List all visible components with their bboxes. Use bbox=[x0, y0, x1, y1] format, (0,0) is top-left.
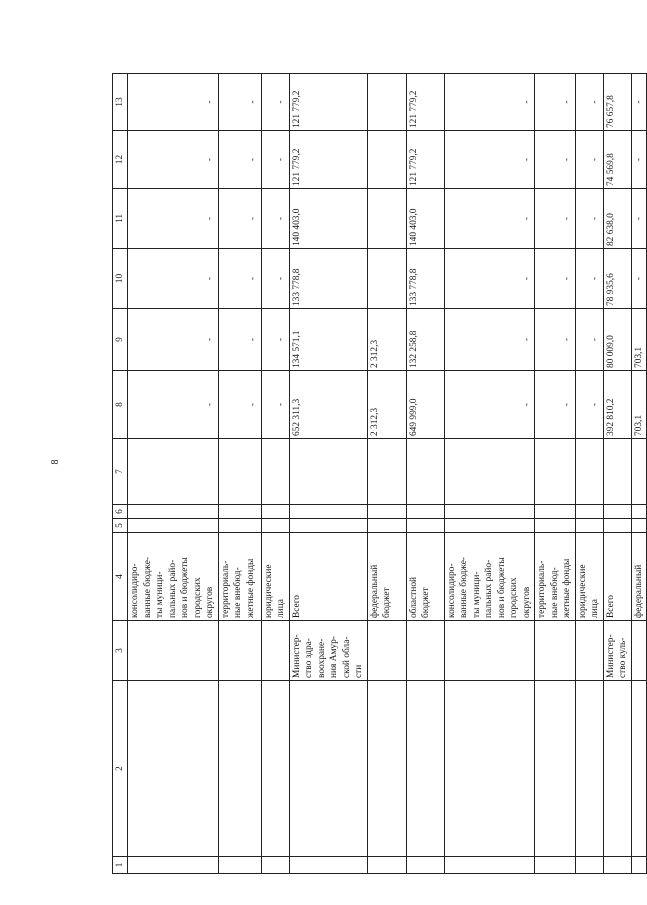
funding-source-cell: федеральный бюджет bbox=[367, 533, 406, 621]
table-cell bbox=[603, 857, 631, 874]
table-cell bbox=[575, 519, 603, 533]
amount-cell: - bbox=[128, 309, 219, 371]
table-cell bbox=[367, 439, 406, 505]
agency-cell: Министер- ство здра- воохране- ния Амур- ской обла- сти bbox=[289, 621, 367, 681]
amount-cell: - bbox=[444, 371, 535, 439]
table-row bbox=[444, 74, 535, 874]
column-number: 11 bbox=[113, 189, 128, 249]
amount-cell: 649 999,0 bbox=[406, 371, 444, 439]
header-row bbox=[113, 74, 128, 874]
table-cell bbox=[289, 519, 367, 533]
amount-cell: - bbox=[261, 249, 289, 309]
agency-cell bbox=[575, 621, 603, 681]
table-cell bbox=[603, 519, 631, 533]
amount-cell: 121 779,2 bbox=[289, 131, 367, 189]
table-cell bbox=[535, 505, 576, 519]
amount-cell: - bbox=[261, 74, 289, 131]
table-cell bbox=[261, 505, 289, 519]
column-number: 3 bbox=[113, 621, 128, 681]
amount-cell: 82 638,0 bbox=[603, 189, 631, 249]
agency-cell bbox=[218, 621, 261, 681]
table-cell bbox=[406, 519, 444, 533]
table-cell bbox=[406, 857, 444, 874]
table-cell bbox=[218, 681, 261, 857]
agency-cell bbox=[406, 621, 444, 681]
table-cell bbox=[367, 681, 406, 857]
table-cell bbox=[289, 505, 367, 519]
funding-source-cell: Всего bbox=[603, 533, 631, 621]
agency-cell bbox=[367, 621, 406, 681]
table-row bbox=[406, 74, 444, 874]
table-cell bbox=[444, 439, 535, 505]
amount-cell bbox=[367, 131, 406, 189]
table-cell bbox=[535, 439, 576, 505]
amount-cell: - bbox=[631, 131, 647, 189]
column-number: 8 bbox=[113, 371, 128, 439]
amount-cell: 121 779,2 bbox=[406, 74, 444, 131]
amount-cell: - bbox=[128, 74, 219, 131]
funding-source-cell: консолидиро- ванные бюдже- ты муници- пальных райо- нов и бюджеты городских округов bbox=[128, 533, 219, 621]
amount-cell: - bbox=[444, 74, 535, 131]
amount-cell: - bbox=[575, 309, 603, 371]
table-cell bbox=[603, 439, 631, 505]
amount-cell: - bbox=[575, 131, 603, 189]
table-cell bbox=[631, 857, 647, 874]
table-cell bbox=[406, 439, 444, 505]
table-cell bbox=[444, 857, 535, 874]
column-number: 5 bbox=[113, 519, 128, 533]
table-cell bbox=[289, 681, 367, 857]
amount-cell: 133 778,8 bbox=[289, 249, 367, 309]
amount-cell: - bbox=[261, 371, 289, 439]
table-row bbox=[575, 74, 603, 874]
table-row bbox=[631, 74, 647, 874]
table-cell bbox=[367, 505, 406, 519]
amount-cell: 76 657,8 bbox=[603, 74, 631, 131]
funding-source-cell: территориаль- ные внебюд- жетные фонды bbox=[535, 533, 576, 621]
amount-cell: 140 403,0 bbox=[406, 189, 444, 249]
amount-cell bbox=[367, 74, 406, 131]
amount-cell bbox=[367, 249, 406, 309]
table-cell bbox=[128, 505, 219, 519]
amount-cell: - bbox=[218, 371, 261, 439]
table-cell bbox=[128, 439, 219, 505]
amount-cell: - bbox=[261, 189, 289, 249]
table-row bbox=[367, 74, 406, 874]
amount-cell: - bbox=[218, 189, 261, 249]
table-cell bbox=[631, 505, 647, 519]
amount-cell: - bbox=[218, 131, 261, 189]
funding-source-cell: Всего bbox=[289, 533, 367, 621]
budget-table bbox=[112, 73, 647, 874]
table-row bbox=[289, 74, 367, 874]
amount-cell: 134 571,1 bbox=[289, 309, 367, 371]
funding-source-cell: консолидиро- ванные бюдже- ты муници- пальных райо- нов и бюджеты городских округов bbox=[444, 533, 535, 621]
table-cell bbox=[631, 439, 647, 505]
column-number: 2 bbox=[113, 681, 128, 857]
table-cell bbox=[261, 857, 289, 874]
agency-cell bbox=[261, 621, 289, 681]
table-cell bbox=[535, 519, 576, 533]
table-cell bbox=[575, 857, 603, 874]
amount-cell: 140 403,0 bbox=[289, 189, 367, 249]
table-cell bbox=[444, 681, 535, 857]
amount-cell: - bbox=[444, 189, 535, 249]
amount-cell: - bbox=[261, 131, 289, 189]
table-cell bbox=[261, 439, 289, 505]
amount-cell: 703,1 bbox=[631, 309, 647, 371]
table-cell bbox=[218, 519, 261, 533]
funding-source-cell: территориаль- ные внебюд- жетные фонды bbox=[218, 533, 261, 621]
amount-cell: 392 810,2 bbox=[603, 371, 631, 439]
amount-cell: 78 935,6 bbox=[603, 249, 631, 309]
funding-source-cell: федеральный bbox=[631, 533, 647, 621]
amount-cell: 74 569,8 bbox=[603, 131, 631, 189]
table-cell bbox=[128, 681, 219, 857]
table-cell bbox=[535, 857, 576, 874]
agency-cell bbox=[128, 621, 219, 681]
table-cell bbox=[367, 857, 406, 874]
table-cell bbox=[128, 519, 219, 533]
table-cell bbox=[218, 439, 261, 505]
amount-cell: - bbox=[535, 371, 576, 439]
agency-cell bbox=[535, 621, 576, 681]
amount-cell: 703,1 bbox=[631, 371, 647, 439]
table-cell bbox=[218, 505, 261, 519]
table-cell bbox=[261, 519, 289, 533]
column-number: 1 bbox=[113, 857, 128, 874]
amount-cell: 121 779,2 bbox=[406, 131, 444, 189]
table-row bbox=[261, 74, 289, 874]
agency-cell: Министер- ство куль- bbox=[603, 621, 631, 681]
column-number: 13 bbox=[113, 74, 128, 131]
amount-cell: - bbox=[218, 309, 261, 371]
amount-cell: - bbox=[218, 74, 261, 131]
agency-cell bbox=[631, 621, 647, 681]
table-cell bbox=[289, 439, 367, 505]
table-cell bbox=[603, 505, 631, 519]
amount-cell: 652 311,3 bbox=[289, 371, 367, 439]
amount-cell: - bbox=[444, 309, 535, 371]
amount-cell: - bbox=[631, 189, 647, 249]
table-row bbox=[535, 74, 576, 874]
table-cell bbox=[406, 505, 444, 519]
table-cell bbox=[575, 681, 603, 857]
agency-cell bbox=[444, 621, 535, 681]
table-cell bbox=[575, 505, 603, 519]
column-number: 6 bbox=[113, 505, 128, 519]
table-cell bbox=[535, 681, 576, 857]
table-cell bbox=[444, 519, 535, 533]
amount-cell: - bbox=[575, 189, 603, 249]
amount-cell: - bbox=[444, 131, 535, 189]
table-cell bbox=[289, 857, 367, 874]
amount-cell: 2 312,3 bbox=[367, 309, 406, 371]
table-cell bbox=[406, 681, 444, 857]
amount-cell: - bbox=[631, 74, 647, 131]
amount-cell: - bbox=[535, 249, 576, 309]
amount-cell: - bbox=[631, 249, 647, 309]
amount-cell: - bbox=[128, 131, 219, 189]
amount-cell: 133 778,8 bbox=[406, 249, 444, 309]
table-cell bbox=[631, 681, 647, 857]
table-cell bbox=[218, 857, 261, 874]
amount-cell: - bbox=[128, 371, 219, 439]
column-number: 12 bbox=[113, 131, 128, 189]
table-cell bbox=[261, 681, 289, 857]
amount-cell: - bbox=[575, 74, 603, 131]
amount-cell: - bbox=[128, 189, 219, 249]
table-cell bbox=[128, 857, 219, 874]
rotated-page bbox=[112, 74, 644, 874]
amount-cell: - bbox=[128, 249, 219, 309]
amount-cell: - bbox=[261, 309, 289, 371]
table-cell bbox=[367, 519, 406, 533]
table-cell bbox=[631, 519, 647, 533]
table-cell bbox=[603, 681, 631, 857]
funding-source-cell: юридические лица bbox=[575, 533, 603, 621]
column-number: 10 bbox=[113, 249, 128, 309]
amount-cell: - bbox=[535, 309, 576, 371]
column-number: 4 bbox=[113, 533, 128, 621]
column-number: 9 bbox=[113, 309, 128, 371]
table-cell bbox=[575, 439, 603, 505]
table-row bbox=[128, 74, 219, 874]
table-row bbox=[218, 74, 261, 874]
amount-cell: - bbox=[575, 371, 603, 439]
funding-source-cell: областной бюджет bbox=[406, 533, 444, 621]
amount-cell: 132 258,8 bbox=[406, 309, 444, 371]
table-cell bbox=[444, 505, 535, 519]
amount-cell: - bbox=[218, 249, 261, 309]
amount-cell: 2 312,3 bbox=[367, 371, 406, 439]
funding-source-cell: юридические лица bbox=[261, 533, 289, 621]
page-number: 8 bbox=[50, 459, 61, 465]
column-number: 7 bbox=[113, 439, 128, 505]
amount-cell: 80 009,0 bbox=[603, 309, 631, 371]
amount-cell: - bbox=[535, 131, 576, 189]
amount-cell: - bbox=[444, 249, 535, 309]
table-row bbox=[603, 74, 631, 874]
amount-cell bbox=[367, 189, 406, 249]
amount-cell: - bbox=[535, 189, 576, 249]
amount-cell: - bbox=[535, 74, 576, 131]
amount-cell: 121 779,2 bbox=[289, 74, 367, 131]
amount-cell: - bbox=[575, 249, 603, 309]
